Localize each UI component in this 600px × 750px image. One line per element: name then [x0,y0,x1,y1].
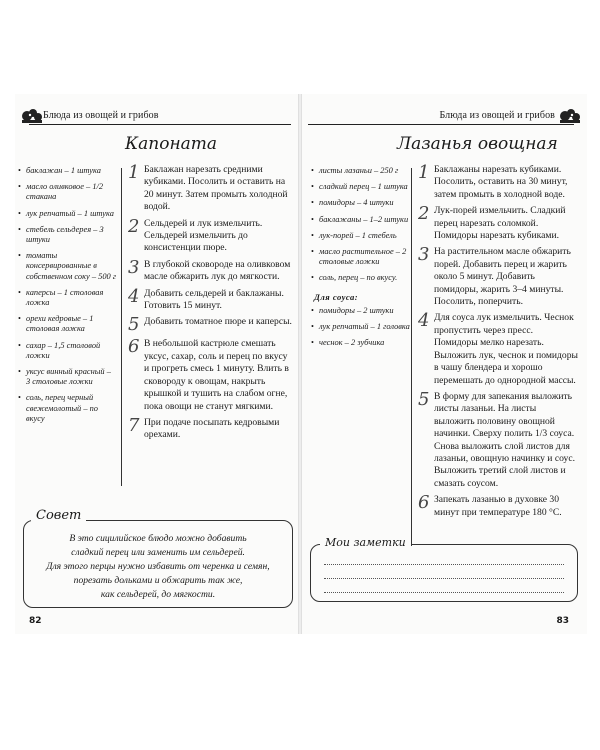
column-divider [121,168,122,486]
notes-title: Мои заметки [320,536,411,549]
note-line [324,592,564,593]
tip-line: сладкий перец или заменить им сельдерей. [71,547,245,558]
ingredient-item: • орехи кедровые – 1 столовая ложка [17,314,117,334]
ingredient-item: • стебель сельдерея – 3 штуки [17,225,117,245]
step-number: 3 [418,244,430,266]
tip-line: как сельдерей, до мягкости. [100,589,216,600]
step-number: 5 [128,314,140,336]
step-number: 6 [418,492,430,514]
step-number: 1 [128,162,140,183]
sauce-heading: Для соуса: [314,291,359,302]
ingredient-item: • чеснок – 2 зубчика [310,338,410,348]
step-text: В небольшой кастрюле смешать уксус, сахар, соль и перец по вкусу и прогреть смесь 1 минуту. Влить в сковороду к овощам, накрыть крышкой и тушить на слабом огне, пока овощи не станут мягкими. [144,338,289,412]
ingredient-item: • каперсы – 1 столовая ложка [17,288,117,308]
step-number: 5 [418,388,430,410]
ingredient-item: • баклажаны – 1–2 штуки [310,215,410,225]
step-number: 6 [128,336,140,358]
ingredient-item: • сахар – 1,5 столовой ложки [17,341,117,361]
tip-title: Совет [31,508,86,523]
tip-line: порезать дольками и обжарить так же, [73,575,243,586]
step-number: 7 [128,414,140,436]
step-text: Добавить сельдерей и баклажаны. Готовить 15 минут. [144,287,284,312]
note-line [324,578,564,579]
ingredient-item: • лук репчатый – 1 головка [310,322,410,332]
left-page [15,94,298,634]
right-page [302,94,587,634]
chef-emblem-icon [557,105,583,125]
ingredient-item: • уксус винный красный – 3 столовые ложки [17,367,117,387]
step [128,285,294,313]
step-text: Сельдерей и лук измельчить. Сельдерей измельчить до консистенции пюре. [144,217,263,254]
tip-line: Для этого перцы нужно избавить от черенка и семян, [46,561,270,572]
step-text: В глубокой сковороде на оливковом масле обжарить лук до мягкости. [144,258,291,283]
step [128,338,294,412]
step [418,164,578,201]
step-number: 2 [128,215,140,237]
step-number: 4 [128,285,140,307]
ingredient-item: • лук репчатый – 1 штука [17,209,117,219]
header-rule [29,124,291,125]
step-number: 2 [418,203,430,225]
step [418,205,578,242]
running-head: Блюда из овощей и грибов [43,110,159,121]
chef-emblem-icon [19,105,45,125]
tip-text [31,532,285,602]
recipe-title: Капоната [125,134,218,154]
step-text: Баклажаны нарезать кубиками. Посолить, оставить на 30 минут, затем промыть в холодной воде. [434,164,568,200]
step [128,164,294,214]
ingredient-item: • томаты консервированные в собственном соку – 500 г [17,251,117,282]
step [128,215,294,255]
step [128,414,294,442]
ingredient-item: • сладкий перец – 1 штука [310,182,410,192]
ingredient-item: • помидоры – 4 штуки [310,198,410,208]
steps-list [418,164,578,523]
ingredient-item: • помидоры – 2 штуки [310,306,410,316]
page-number: 83 [556,616,569,626]
step-number: 1 [418,162,430,183]
header-rule [308,124,574,125]
page-number: 82 [29,616,42,626]
recipe-title: Лазанья овощная [397,134,558,154]
ingredients-list [17,166,117,430]
step-number: 3 [128,256,140,278]
step-text: Для соуса лук измельчить. Чеснок пропустить через пресс. Помидоры мелко нарезать. Выложить лук, чеснок и помидоры в чашу блендера и хорошо перемешать до однородной массы. [434,312,578,386]
step-text: Баклажан нарезать средними кубиками. Посолить и оставить на 20 минут. Затем промыть холодной водой. [144,164,288,213]
ingredient-item: • листы лазаньи – 250 г [310,166,410,176]
ingredient-item: • соль, перец – по вкусу. [310,273,410,283]
column-divider [411,168,412,546]
note-line [324,564,564,565]
steps-list [128,164,294,446]
step [418,312,578,386]
step [418,388,578,490]
ingredient-item: • лук-порей – 1 стебель [310,231,410,241]
ingredient-item: • соль, перец черный свежемолотый – по вкусу [17,393,117,424]
running-head: Блюда из овощей и грибов [439,110,555,121]
step [128,316,294,334]
step-text: В форму для запекания выложить листы лазаньи. На листы выложить половину овощной начинки. Сверху полить 1/3 соуса. Снова выложить слой листов для лазаньи, овощную начинку и соус. Выложить третий слой листов и смазать соусом. [434,390,575,489]
ingredient-item: • масло оливковое – 1/2 стакана [17,182,117,202]
ingredient-item: • баклажан – 1 штука [17,166,117,176]
notes-box [310,544,578,602]
step [418,494,578,519]
step-text: При подаче посыпать кедровыми орехами. [144,416,280,441]
step-text: На растительном масле обжарить порей. Добавить перец и жарить около 5 минут. Добавить помидоры, жарить 3–4 минуты. Посолить, поперчить. [434,246,571,308]
step-text: Лук-порей измельчить. Сладкий перец нарезать соломкой. Помидоры нарезать кубиками. [434,205,566,242]
step [418,246,578,308]
step-text: Добавить томатное пюре и каперсы. [144,316,292,328]
ingredients-list [310,166,410,354]
step-text: Запекать лазанью в духовке 30 минут при температуре 180 °С. [434,494,562,518]
step-number: 4 [418,310,430,332]
ingredient-item: • масло растительное – 2 столовые ложки [310,247,410,267]
step [128,256,294,284]
tip-line: В это сицилийское блюдо можно добавить [69,533,247,544]
